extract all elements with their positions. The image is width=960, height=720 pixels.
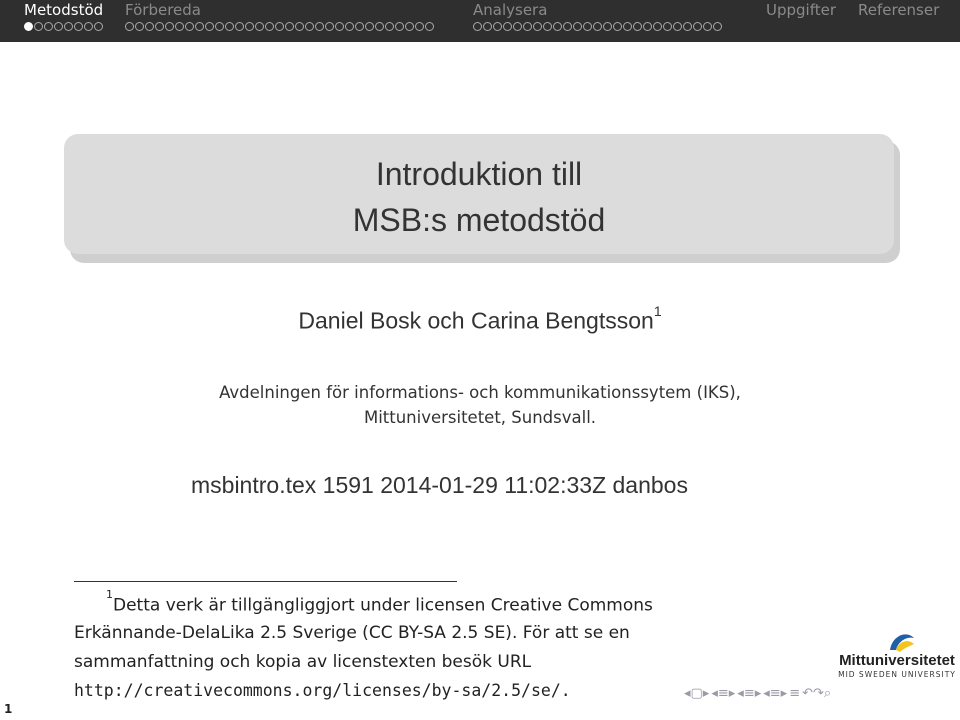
slide-dot[interactable]: [44, 22, 53, 31]
slide-dot[interactable]: [385, 22, 394, 31]
slide-dot[interactable]: [513, 22, 522, 31]
slide-dot[interactable]: [633, 22, 642, 31]
slide-dot[interactable]: [195, 22, 204, 31]
slide-dot[interactable]: [473, 22, 482, 31]
slide-dot[interactable]: [155, 22, 164, 31]
footnote-mark: 1: [106, 588, 113, 601]
slide-dot[interactable]: [523, 22, 532, 31]
slide-dot[interactable]: [245, 22, 254, 31]
beamer-navigation-symbols: [684, 684, 833, 704]
slide-dot[interactable]: [493, 22, 502, 31]
slide-dot[interactable]: [255, 22, 264, 31]
logo-subtitle: MID SWEDEN UNIVERSITY: [838, 670, 956, 679]
slide-dot[interactable]: [205, 22, 214, 31]
slide-dot[interactable]: [425, 22, 434, 31]
slide-dot[interactable]: [285, 22, 294, 31]
footnote-line-3: sammanfattning och kopia av licenstexten besök URL: [74, 652, 532, 672]
authors: [0, 303, 960, 335]
slide-dot[interactable]: [54, 22, 63, 31]
frame-nav-icon[interactable]: ◂≡▸: [711, 686, 736, 701]
slide-dot[interactable]: [305, 22, 314, 31]
author-names: Daniel Bosk och Carina Bengtsson: [298, 307, 654, 334]
nav-section-uppgifter[interactable]: Uppgifter: [766, 1, 837, 19]
slide-dots-forbereda: [125, 22, 434, 34]
nav-section-analysera[interactable]: Analysera: [473, 1, 548, 19]
nav-section-referenser[interactable]: Referenser: [858, 1, 940, 19]
slide-dot[interactable]: [185, 22, 194, 31]
document-icon[interactable]: ≡: [789, 686, 801, 701]
slide-dots-metodstod: [24, 22, 103, 34]
slide-dot[interactable]: [415, 22, 424, 31]
footnote-text-1: Detta verk är tillgängliggjort under licensen Creative Commons: [113, 595, 653, 616]
slide-dot[interactable]: [265, 22, 274, 31]
slide-dot[interactable]: [235, 22, 244, 31]
slide-dot[interactable]: [125, 22, 134, 31]
slide-dot[interactable]: [673, 22, 682, 31]
slide-dot[interactable]: [603, 22, 612, 31]
slide-dot[interactable]: [94, 22, 103, 31]
slide-dot[interactable]: [24, 22, 33, 31]
slide-dot[interactable]: [34, 22, 43, 31]
slide-dot[interactable]: [215, 22, 224, 31]
slide-dot[interactable]: [375, 22, 384, 31]
slide-dot[interactable]: [84, 22, 93, 31]
slide-dot[interactable]: [275, 22, 284, 31]
slide-dot[interactable]: [643, 22, 652, 31]
slide-dot[interactable]: [395, 22, 404, 31]
slide-dot[interactable]: [533, 22, 542, 31]
slide-dot[interactable]: [405, 22, 414, 31]
slide-dot[interactable]: [583, 22, 592, 31]
slide-dot[interactable]: [325, 22, 334, 31]
slide-icon[interactable]: ◂▢▸: [684, 686, 710, 701]
slide-dot[interactable]: [653, 22, 662, 31]
slide-dot[interactable]: [225, 22, 234, 31]
version-line: msbintro.tex 1591 2014-01-29 11:02:33Z danbos: [191, 472, 688, 498]
nav-section-metodstod[interactable]: Metodstöd: [24, 1, 104, 19]
slide-dot[interactable]: [663, 22, 672, 31]
slide-dot[interactable]: [593, 22, 602, 31]
navigation-bar: [0, 0, 960, 42]
slide-dot[interactable]: [64, 22, 73, 31]
slide-dot[interactable]: [483, 22, 492, 31]
slide-dots-analysera: [473, 22, 722, 34]
slide-dot[interactable]: [355, 22, 364, 31]
section-nav-icon[interactable]: ◂≡▸: [763, 686, 788, 701]
slide-dot[interactable]: [543, 22, 552, 31]
title-line-1: Introduktion till: [375, 156, 583, 192]
subsection-nav-icon[interactable]: ◂≡▸: [737, 686, 762, 701]
slide-dot[interactable]: [175, 22, 184, 31]
slide-dot[interactable]: [295, 22, 304, 31]
slide-dot[interactable]: [335, 22, 344, 31]
slide-dot[interactable]: [74, 22, 83, 31]
slide-dot[interactable]: [135, 22, 144, 31]
slide-dot[interactable]: [713, 22, 722, 31]
footnote-line-2: Erkännande-DelaLika 2.5 Sverige (CC BY-SA 2.5 SE). För att se en: [74, 623, 630, 643]
slide-dot[interactable]: [563, 22, 572, 31]
slide-dot[interactable]: [165, 22, 174, 31]
slide-dot[interactable]: [683, 22, 692, 31]
author-footnote-mark: 1: [653, 303, 662, 319]
license-url-link[interactable]: http://creativecommons.org/licenses/by-sa/2.5/se/.: [74, 681, 571, 700]
slide-dot[interactable]: [703, 22, 712, 31]
institution-line-1: Avdelningen för informations- och kommunikationssytem (IKS),: [219, 383, 741, 402]
slide-dot[interactable]: [145, 22, 154, 31]
back-forward-search-icon[interactable]: ↶↷⌕: [802, 686, 832, 701]
footnote-line-1: [106, 588, 653, 616]
title-line-2: MSB:s metodstöd: [352, 202, 606, 238]
page-number: 1: [4, 702, 13, 716]
slide-dot[interactable]: [553, 22, 562, 31]
logo-name: Mittuniversitetet: [839, 652, 955, 669]
slide-dot[interactable]: [365, 22, 374, 31]
slide-dot[interactable]: [613, 22, 622, 31]
slide-dot[interactable]: [623, 22, 632, 31]
slide-dot[interactable]: [503, 22, 512, 31]
footnote-rule: [74, 581, 457, 582]
institution-line-2: Mittuniversitetet, Sundsvall.: [363, 408, 597, 427]
slide-dot[interactable]: [693, 22, 702, 31]
slide-dot[interactable]: [573, 22, 582, 31]
slide-dot[interactable]: [315, 22, 324, 31]
nav-section-forbereda[interactable]: Förbereda: [125, 1, 201, 19]
slide-dot[interactable]: [345, 22, 354, 31]
